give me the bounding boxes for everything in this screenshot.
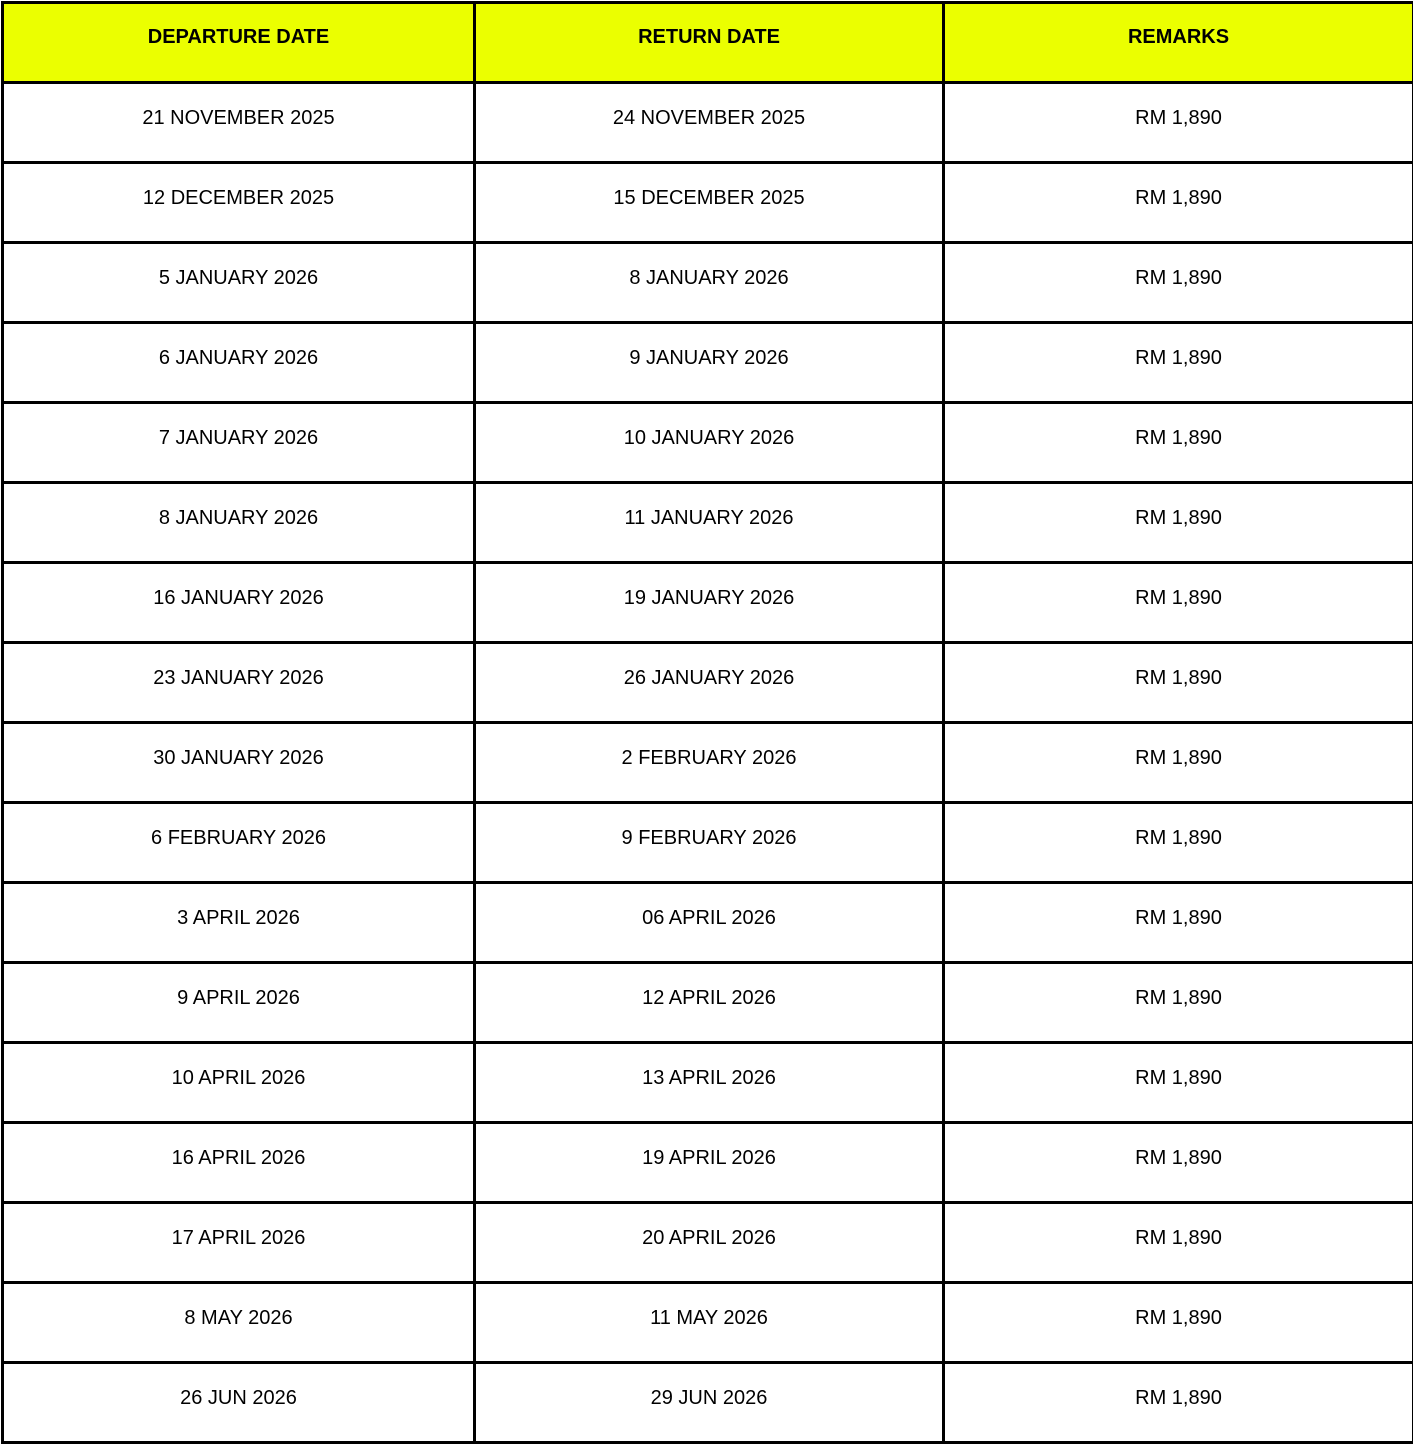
return-date-cell: 8 JANUARY 2026 [475, 243, 944, 323]
table-header-row [3, 3, 1413, 83]
return-date-cell: 2 FEBRUARY 2026 [475, 723, 944, 803]
table-row [3, 883, 1413, 963]
departure-date-cell: 16 APRIL 2026 [3, 1123, 475, 1203]
remarks-cell: RM 1,890 [944, 1363, 1413, 1443]
remarks-cell: RM 1,890 [944, 643, 1413, 723]
departure-date-cell: 8 MAY 2026 [3, 1283, 475, 1363]
departure-date-cell: 16 JANUARY 2026 [3, 563, 475, 643]
remarks-cell: RM 1,890 [944, 243, 1413, 323]
return-date-cell: 11 JANUARY 2026 [475, 483, 944, 563]
table-row [3, 1123, 1413, 1203]
table-row [3, 1043, 1413, 1123]
return-date-cell: 26 JANUARY 2026 [475, 643, 944, 723]
header-return-date: RETURN DATE [475, 3, 944, 83]
return-date-cell: 24 NOVEMBER 2025 [475, 83, 944, 163]
table-row [3, 83, 1413, 163]
table-row [3, 563, 1413, 643]
remarks-cell: RM 1,890 [944, 1123, 1413, 1203]
schedule-table-wrapper [1, 1, 1412, 1446]
departure-date-cell: 23 JANUARY 2026 [3, 643, 475, 723]
departure-date-cell: 3 APRIL 2026 [3, 883, 475, 963]
table-row [3, 1363, 1413, 1443]
remarks-cell: RM 1,890 [944, 323, 1413, 403]
table-row [3, 403, 1413, 483]
return-date-cell: 15 DECEMBER 2025 [475, 163, 944, 243]
remarks-cell: RM 1,890 [944, 883, 1413, 963]
departure-date-cell: 17 APRIL 2026 [3, 1203, 475, 1283]
departure-date-cell: 6 JANUARY 2026 [3, 323, 475, 403]
departure-date-cell: 7 JANUARY 2026 [3, 403, 475, 483]
return-date-cell: 13 APRIL 2026 [475, 1043, 944, 1123]
header-remarks: REMARKS [944, 3, 1413, 83]
return-date-cell: 10 JANUARY 2026 [475, 403, 944, 483]
remarks-cell: RM 1,890 [944, 1283, 1413, 1363]
departure-date-cell: 5 JANUARY 2026 [3, 243, 475, 323]
return-date-cell: 12 APRIL 2026 [475, 963, 944, 1043]
remarks-cell: RM 1,890 [944, 723, 1413, 803]
remarks-cell: RM 1,890 [944, 1203, 1413, 1283]
table-row [3, 1283, 1413, 1363]
table-row [3, 323, 1413, 403]
departure-date-cell: 10 APRIL 2026 [3, 1043, 475, 1123]
departure-date-cell: 26 JUN 2026 [3, 1363, 475, 1443]
table-row [3, 1203, 1413, 1283]
remarks-cell: RM 1,890 [944, 803, 1413, 883]
return-date-cell: 9 FEBRUARY 2026 [475, 803, 944, 883]
return-date-cell: 9 JANUARY 2026 [475, 323, 944, 403]
return-date-cell: 19 JANUARY 2026 [475, 563, 944, 643]
remarks-cell: RM 1,890 [944, 963, 1413, 1043]
table-row [3, 963, 1413, 1043]
return-date-cell: 11 MAY 2026 [475, 1283, 944, 1363]
return-date-cell: 29 JUN 2026 [475, 1363, 944, 1443]
table-row [3, 723, 1413, 803]
remarks-cell: RM 1,890 [944, 483, 1413, 563]
remarks-cell: RM 1,890 [944, 83, 1413, 163]
remarks-cell: RM 1,890 [944, 1043, 1413, 1123]
remarks-cell: RM 1,890 [944, 163, 1413, 243]
table-row [3, 643, 1413, 723]
departure-date-cell: 8 JANUARY 2026 [3, 483, 475, 563]
remarks-cell: RM 1,890 [944, 563, 1413, 643]
schedule-table [1, 1, 1413, 1444]
departure-date-cell: 12 DECEMBER 2025 [3, 163, 475, 243]
return-date-cell: 19 APRIL 2026 [475, 1123, 944, 1203]
return-date-cell: 20 APRIL 2026 [475, 1203, 944, 1283]
departure-date-cell: 21 NOVEMBER 2025 [3, 83, 475, 163]
departure-date-cell: 6 FEBRUARY 2026 [3, 803, 475, 883]
table-row [3, 163, 1413, 243]
header-departure-date: DEPARTURE DATE [3, 3, 475, 83]
table-row [3, 243, 1413, 323]
remarks-cell: RM 1,890 [944, 403, 1413, 483]
departure-date-cell: 9 APRIL 2026 [3, 963, 475, 1043]
table-row [3, 803, 1413, 883]
table-row [3, 483, 1413, 563]
departure-date-cell: 30 JANUARY 2026 [3, 723, 475, 803]
return-date-cell: 06 APRIL 2026 [475, 883, 944, 963]
